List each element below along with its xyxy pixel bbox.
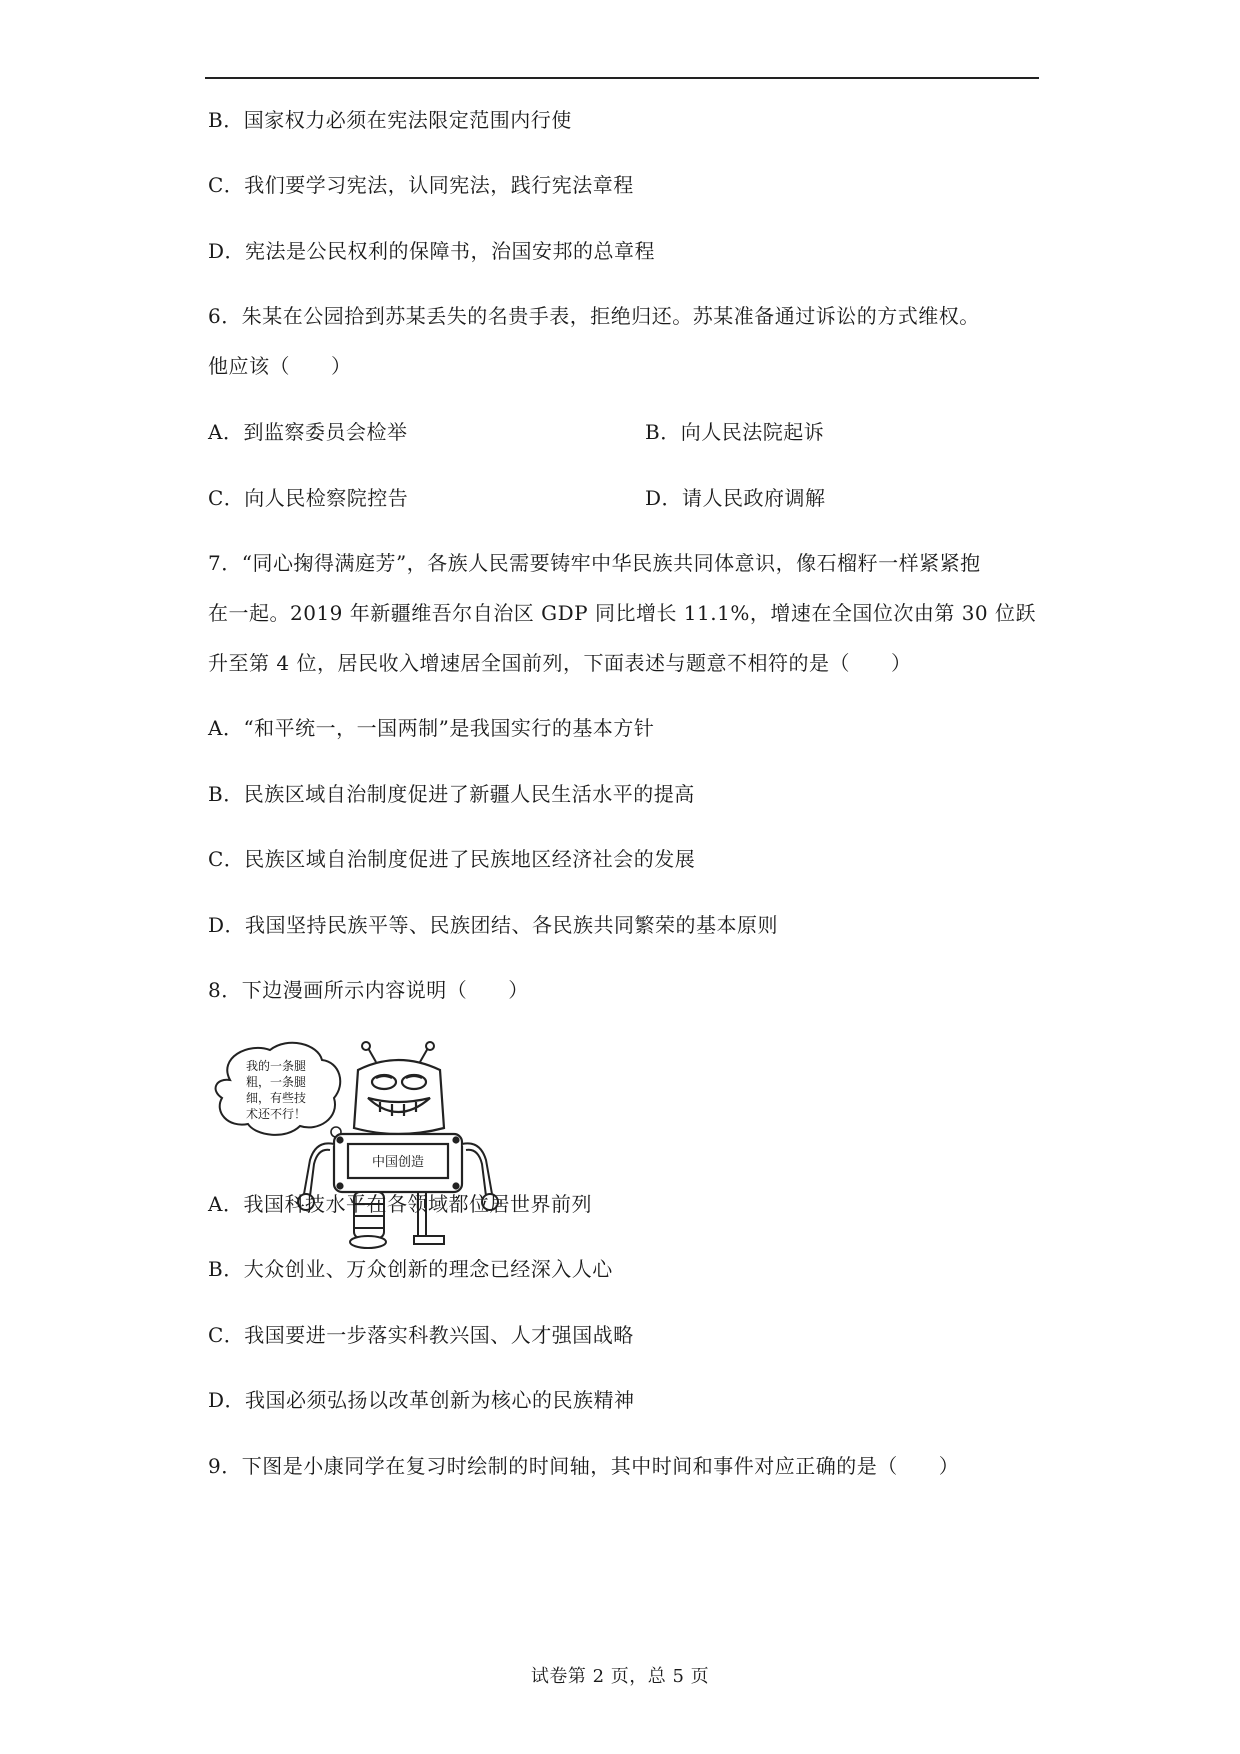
q7-option-d: D．我国坚持民族平等、民族团结、各民族共同繁荣的基本原则 [208, 913, 779, 937]
q6-stem-line1: 6．朱某在公园拾到苏某丢失的名贵手表，拒绝归还。苏某准备通过诉讼的方式维权。 [208, 304, 980, 328]
bubble-text-line: 术还不行！ [245, 1107, 307, 1121]
header-rule [205, 77, 1039, 79]
q5-option-b: B．国家权力必须在宪法限定范围内行使 [208, 108, 572, 132]
q8-option-a: A．我国科技水平在各领域都位居世界前列 [208, 1192, 592, 1216]
q6-option-c: C．向人民检察院控告 [208, 486, 409, 510]
page-footer: 试卷第 2 页，总 5 页 [530, 1666, 710, 1687]
robot-head [354, 1060, 444, 1134]
bubble-text-line: 粗，一条腿 [245, 1075, 307, 1089]
robot-cartoon [208, 1040, 523, 1250]
q6-option-d: D．请人民政府调解 [645, 486, 826, 510]
q7-option-a: A．“和平统一，一国两制”是我国实行的基本方针 [208, 716, 655, 740]
q8-option-c: C．我国要进一步落实科教兴国、人才强国战略 [208, 1323, 634, 1347]
q5-option-c: C．我们要学习宪法，认同宪法，践行宪法章程 [208, 173, 634, 197]
q7-stem-line1: 7．“同心掬得满庭芳”，各族人民需要铸牢中华民族共同体意识，像石榴籽一样紧紧抱 [208, 551, 981, 575]
q6-option-a: A．到监察委员会检举 [208, 420, 408, 444]
q8-option-b: B．大众创业、万众创新的理念已经深入人心 [208, 1257, 613, 1281]
q7-stem-line3: 升至第 4 位，居民收入增速居全国前列，下面表述与题意不相符的是（ ） [208, 651, 912, 675]
robot-sign-text: 中国创造 [371, 1155, 425, 1170]
q8-option-d: D．我国必须弘扬以改革创新为核心的民族精神 [208, 1388, 635, 1412]
q8-stem: 8．下边漫画所示内容说明（ ） [208, 978, 529, 1002]
q9-stem: 9．下图是小康同学在复习时绘制的时间轴，其中时间和事件对应正确的是（ ） [208, 1454, 960, 1478]
q7-option-c: C．民族区域自治制度促进了民族地区经济社会的发展 [208, 847, 696, 871]
q7-option-b: B．民族区域自治制度促进了新疆人民生活水平的提高 [208, 782, 695, 806]
bubble-text-line: 细，有些技 [245, 1091, 307, 1105]
bubble-text-line: 我的一条腿 [245, 1059, 307, 1073]
q7-stem-line2: 在一起。2019 年新疆维吾尔自治区 GDP 同比增长 11.1%，增速在全国位次由第 30 位跃 [208, 601, 1036, 625]
q5-option-d: D．宪法是公民权利的保障书，治国安邦的总章程 [208, 239, 656, 263]
q6-stem-line2: 他应该（ ） [208, 354, 352, 378]
q6-option-b: B．向人民法院起诉 [645, 420, 825, 444]
